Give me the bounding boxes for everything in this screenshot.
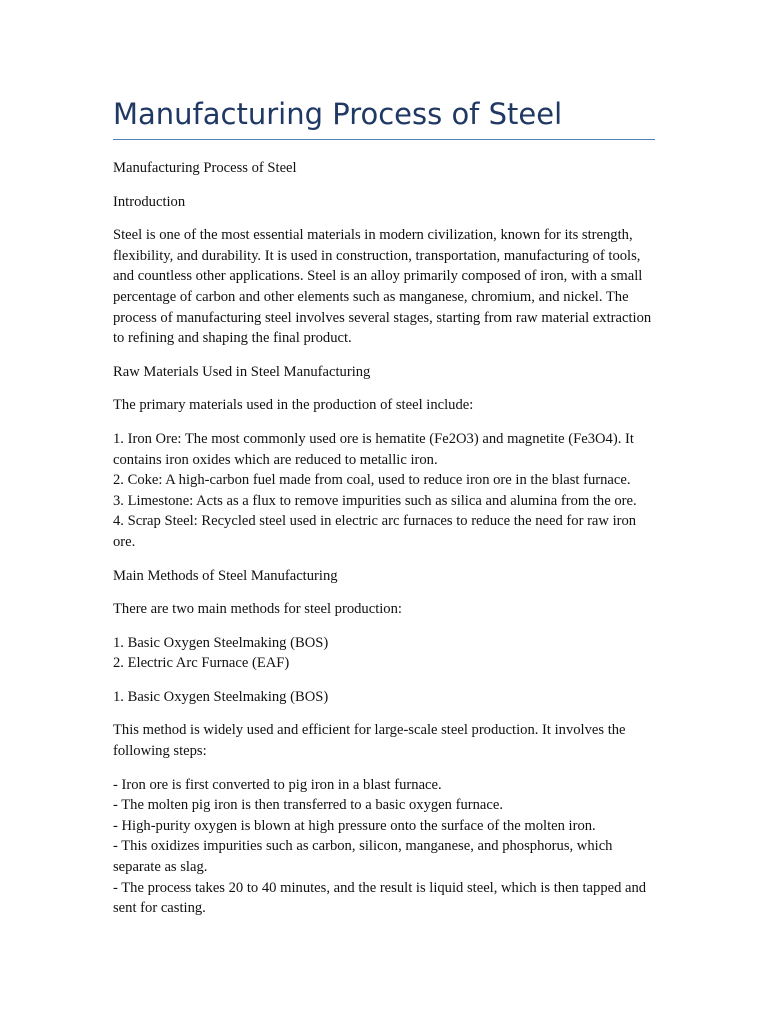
methods-intro: There are two main methods for steel production: [113, 601, 402, 618]
bos-steps-list [113, 775, 655, 919]
intro-paragraph: Steel is one of the most essential materials in modern civilization, known for its strength, flexibility, and durability. It is used in construction, transportation, manufacturing of tools, and countless other applications. Steel is an alloy primarily composed of iron, with a small percentage of carbon and other elements such as manganese, chromium, and nickel. The process of manufacturing steel involves several stages, starting from raw material extraction to refining and shaping the final product. [113, 227, 652, 347]
methods-heading: Main Methods of Steel Manufacturing [113, 567, 338, 584]
document-subtitle: Manufacturing Process of Steel [113, 160, 297, 176]
list-item: 2. Electric Arc Furnace (EAF) [113, 655, 290, 672]
bos-heading: 1. Basic Oxygen Steelmaking (BOS) [113, 688, 329, 705]
document-title: Manufacturing Process of Steel [113, 96, 655, 140]
list-item: - The process takes 20 to 40 minutes, and the result is liquid steel, which is then tapped and sent for casting. [113, 879, 647, 917]
list-item: 4. Scrap Steel: Recycled steel used in electric arc furnaces to reduce the need for raw iron ore. [113, 513, 637, 550]
bos-intro: This method is widely used and efficient for large-scale steel production. It involves the following steps: [113, 722, 626, 760]
raw-materials-intro: The primary materials used in the production of steel include: [113, 397, 474, 414]
list-item: 3. Limestone: Acts as a flux to remove impurities such as silica and alumina from the ore. [113, 492, 637, 509]
list-item: - This oxidizes impurities such as carbon, silicon, manganese, and phosphorus, which separate as slag. [113, 838, 613, 876]
list-item: - High-purity oxygen is blown at high pressure onto the surface of the molten iron. [113, 817, 596, 834]
list-item: - The molten pig iron is then transferred to a basic oxygen furnace. [113, 797, 503, 814]
list-item: - Iron ore is first converted to pig iron in a blast furnace. [113, 776, 442, 793]
methods-list [113, 633, 655, 674]
raw-materials-heading: Raw Materials Used in Steel Manufacturing [113, 363, 371, 380]
raw-materials-list [113, 429, 655, 553]
intro-heading: Introduction [113, 193, 186, 210]
list-item: 2. Coke: A high-carbon fuel made from coal, used to reduce iron ore in the blast furnace. [113, 472, 631, 489]
document-page [113, 96, 655, 919]
list-item: 1. Basic Oxygen Steelmaking (BOS) [113, 634, 329, 651]
list-item: 1. Iron Ore: The most commonly used ore is hematite (Fe2O3) and magnetite (Fe3O4). It contains iron oxides which are reduced to metallic iron. [113, 430, 634, 468]
